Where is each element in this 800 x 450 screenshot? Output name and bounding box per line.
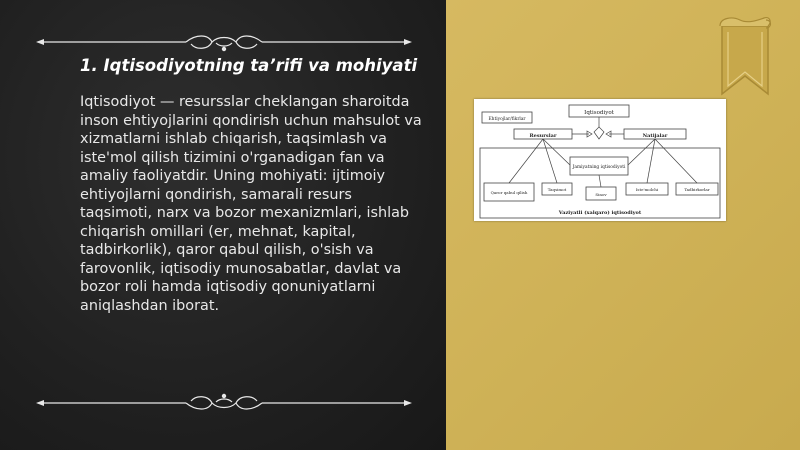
diagram-bottom-item-4: Iste'molchi bbox=[635, 187, 659, 192]
economy-diagram-image bbox=[474, 99, 726, 221]
diagram-center-label: Jamiyatning iqtisodiyoti bbox=[572, 165, 626, 170]
diagram-left-note: Ehtiyojlar/fikrlar bbox=[488, 117, 526, 122]
diagram-bottom-item-3: Sinov bbox=[595, 192, 607, 197]
diagram-left-mid: Resurslar bbox=[529, 133, 557, 139]
diagram-top-label: Iqtisodiyot bbox=[584, 110, 614, 116]
slide-title: 1. Iqtisodiyotning ta’rifi va mohiyati bbox=[80, 56, 418, 75]
diagram-bottom-item-2: Taqsimot bbox=[547, 187, 567, 192]
diagram-bottom-item-5: Tadbirkorlar bbox=[684, 187, 710, 192]
top-divider-ornament bbox=[36, 32, 412, 52]
diagram-right-mid: Natijalar bbox=[642, 133, 668, 139]
bottom-divider-ornament bbox=[36, 393, 412, 413]
bookmark-ribbon-icon bbox=[718, 16, 772, 100]
slide-body-text: Iqtisodiyot — resursslar cheklangan sharoitda inson ehtiyojlarini qondirish uchun mahsulot va xizmatlarni ishlab chiqarish, taqsimlash va iste'mol qilish tizimini o'rganadigan fan va amaliy faoliyatdir. Uning mohiyati: ijtimoiy ehtiyojlarni qondirish, samarali resurs taqsimoti, narx va bozor mexanizmlari, ishlab chiqarish omillari (er, mehnat, kapital, tadbirkorlik), qaror qabul qilish, o'sish va farovonlik, iqtisodiy munosabatlar, davlat va bozor roli hamda iqtisodiy qonuniyatlarni aniqlashdan iborat. bbox=[80, 94, 422, 314]
diagram-footer-label: Vaziyatli (xalqaro) iqtisodiyot bbox=[558, 210, 642, 216]
diagram-bottom-item-1: Qaror qabul qilish bbox=[490, 190, 528, 195]
